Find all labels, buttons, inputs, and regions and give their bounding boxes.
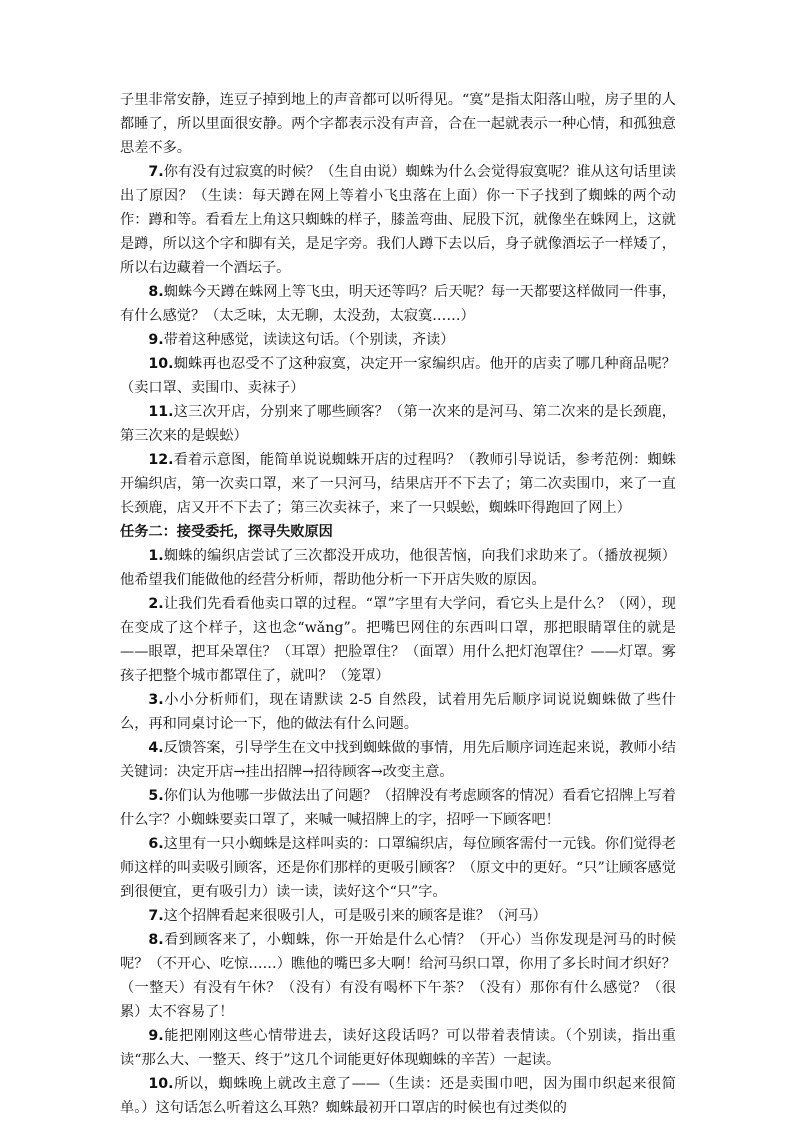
paragraph-task2-item-10: 10.所以，蜘蛛晚上就改主意了——（生读：还是卖围巾吧，因为围巾织起来很简单。）这句话怎么听着这么耳熟？蜘蛛最初开口罩店的时候也有过类似的: [120, 1076, 676, 1116]
paragraph-task2-item-3: 3.小小分析师们，现在请默读 2-5 自然段，试着用先后顺序词说说蜘蛛做了些什么，再和同桌讨论一下，他的做法有什么问题。: [120, 692, 676, 732]
document-page: [120, 88, 676, 1120]
paragraph-task2-item-9: 9.能把刚刚这些心情带进去，读好这段话吗？可以带着表情读。（个别读，指出重读“那么大、一整天、终于”这几个词能更好体现蜘蛛的辛苦）一起读。: [120, 1028, 676, 1068]
paragraph-item-12: 12.看着示意图，能简单说说蜘蛛开店的过程吗？（教师引导说话，参考范例：蜘蛛开编织店，第一次卖口罩，来了一只河马，结果店开不下去了；第二次卖围巾，来了一直长颈鹿，店又开不下去了；第三次卖袜子，来了一只蜈蚣，蜘蛛吓得跑回了网上）: [120, 452, 676, 516]
section-heading: 任务二：接受委托，探寻失败原因: [120, 524, 333, 540]
paragraph-item-9: 9.带着这种感觉，读读这句话。（个别读，齐读）: [148, 332, 455, 348]
paragraph-task2-item-6: 6.这里有一只小蜘蛛是这样叫卖的：口罩编织店，每位顾客需付一元钱。你们觉得老师这样的叫卖吸引顾客，还是你们那样的更吸引顾客？（原文中的更好。“只”让顾客感觉到很便宜，更有吸引力）读一读，读好这个“只”字。: [120, 836, 676, 900]
paragraph-task2-item-1: 1.蜘蛛的编织店尝试了三次都没开成功，他很苦恼，向我们求助来了。（播放视频）他希望我们能做他的经营分析师，帮助他分析一下开店失败的原因。: [120, 548, 676, 588]
paragraph-item-8: 8.蜘蛛今天蹲在蛛网上等飞虫，明天还等吗？后天呢？每一天都要这样做同一件事，有什么感觉？（太乏味，太无聊，太没劲，太寂寞……）: [120, 284, 676, 324]
paragraph-task2-item-7: 7.这个招牌看起来很吸引人，可是吸引来的顾客是谁？（河马）: [148, 908, 547, 924]
paragraph-task2-item-4: 4.反馈答案，引导学生在文中找到蜘蛛做的事情，用先后顺序词连起来说，教师小结关键词：决定开店→挂出招牌→招待顾客→改变主意。: [120, 740, 676, 780]
paragraph-item-11: 11.这三次开店，分别来了哪些顾客？（第一次来的是河马、第二次来的是长颈鹿，第三次来的是蜈蚣）: [120, 404, 676, 444]
paragraph-item-10: 10.蜘蛛再也忍受不了这种寂寞，决定开一家编织店。他开的店卖了哪几种商品呢？（卖口罩、卖围巾、卖袜子）: [120, 356, 676, 396]
paragraph-task2-item-5: 5.你们认为他哪一步做法出了问题？（招牌没有考虑顾客的情况）看看它招牌上写着什么字？小蜘蛛要卖口罩了，来喊一喊招牌上的字，招呼一下顾客吧！: [120, 788, 676, 828]
paragraph-task2-item-2: 2.让我们先看看他卖口罩的过程。“罩”字里有大学问，看它头上是什么？（网），现在变成了这个样子，这也念“wǎng”。把嘴巴网住的东西叫口罩，那把眼睛罩住的就是——眼罩，把耳朵罩住？（耳罩）把脸罩住？（面罩）用什么把灯泡罩住？——灯罩。雾孩子把整个城市都罩住了，就叫？（笼罩）: [120, 596, 676, 684]
paragraph-task2-item-8: 8.看到顾客来了，小蜘蛛，你一开始是什么心情？（开心）当你发现是河马的时候呢？（不开心、吃惊……）瞧他的嘴巴多大啊！给河马织口罩，你用了多长时间才织好？（一整天）有没有午休？（没有）有没有喝杯下午茶？（没有）那你有什么感觉？（很累）太不容易了！: [120, 932, 676, 1020]
paragraph-continuation: 子里非常安静，连豆子掉到地上的声音都可以听得见。“寞”是指太阳落山啦，房子里的人都睡了，所以里面很安静。两个字都表示没有声音，合在一起就表示一种心情，和孤独意思差不多。: [120, 92, 676, 156]
paragraph-item-7: 7.你有没有过寂寞的时候？（生自由说）蜘蛛为什么会觉得寂寞呢？谁从这句话里读出了原因？（生读：每天蹲在网上等着小飞虫落在上面）你一下子找到了蜘蛛的两个动作：蹲和等。看看左上角这只蜘蛛的样子，膝盖弯曲、屁股下沉，就像坐在蛛网上，这就是蹲，所以这个字和脚有关，是足字旁。我们人蹲下去以后，身子就像酒坛子一样矮了，所以右边藏着一个酒坛子。: [120, 164, 676, 276]
